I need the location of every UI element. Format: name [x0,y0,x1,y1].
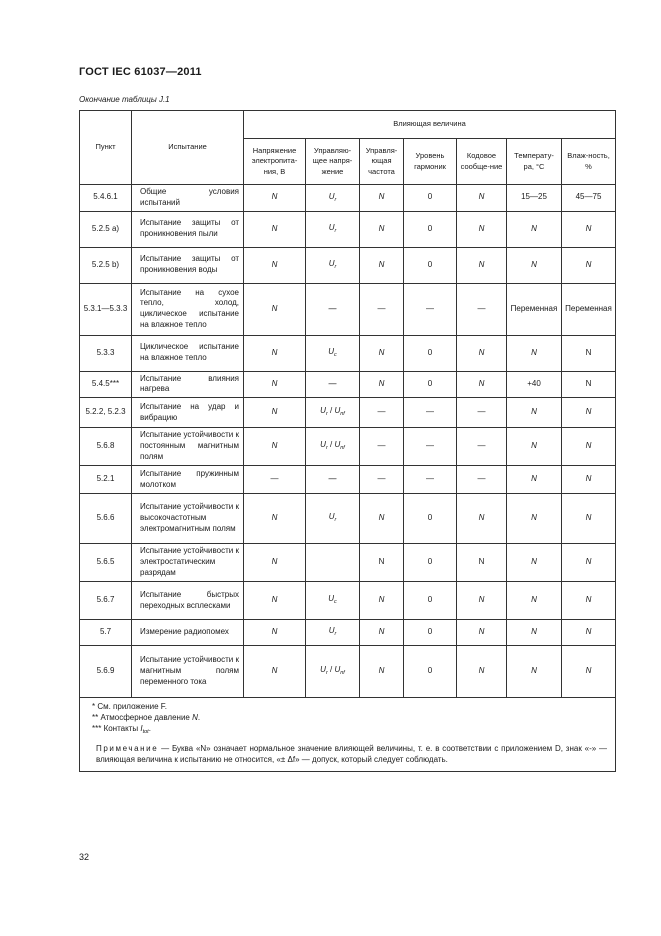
cell-point: 5.4.6.1 [80,185,132,212]
cell-humidity: N [562,582,616,620]
cell-harmonics: 0 [404,185,457,212]
cell-harmonics: — [404,283,457,335]
cell-humidity: N [562,620,616,646]
cell-control-frequency: N [360,582,404,620]
cell-test: Испытание устойчивости к магнитным полям переменного тока [132,646,244,698]
cell-code-message: N [457,494,507,544]
cell-test: Испытание защиты от проникновения пыли [132,211,244,247]
cell-control-voltage: $U_r$ [306,185,360,212]
cell-test: Испытание быстрых переходных всплесками [132,582,244,620]
cell-humidity: Переменная [562,283,616,335]
cell-temperature: N [507,494,562,544]
table-row [80,398,616,428]
cell-control-voltage [306,544,360,582]
cell-point: 5.2.2, 5.2.3 [80,398,132,428]
table-row [80,283,616,335]
cell-temperature: N [507,211,562,247]
footnote-2: ** Атмосферное давление N. [92,712,201,722]
cell-test: Испытание на удар и вибрацию [132,398,244,428]
cell-code-message: N [457,544,507,582]
sub-header-supply-voltage: Напряжение электропита-ния, В [244,139,306,185]
cell-control-frequency: N [360,211,404,247]
cell-supply-voltage: N [244,335,306,371]
sub-header-harmonics: Уровень гармоник [404,139,457,185]
cell-harmonics: 0 [404,544,457,582]
cell-point: 5.6.9 [80,646,132,698]
cell-code-message: — [457,466,507,494]
cell-point: 5.6.7 [80,582,132,620]
cell-harmonics: — [404,398,457,428]
table-caption: Окончание таблицы J.1 [79,95,170,104]
cell-control-voltage: — [306,371,360,398]
cell-point: 5.6.5 [80,544,132,582]
cell-code-message: — [457,428,507,466]
cell-harmonics: 0 [404,582,457,620]
cell-code-message: — [457,283,507,335]
cell-harmonics: — [404,466,457,494]
cell-control-frequency: N [360,185,404,212]
sub-header-control-frequency: Управля-ющая частота [360,139,404,185]
cell-control-voltage: $U_c$ [306,582,360,620]
sub-header-control-voltage: Управляю-щее напря-жение [306,139,360,185]
cell-point: 5.3.1—5.3.3 [80,283,132,335]
cell-temperature: N [507,582,562,620]
sub-header-humidity: Влаж-ность, % [562,139,616,185]
cell-code-message: N [457,620,507,646]
cell-humidity: N [562,544,616,582]
table-notes [80,698,616,772]
cell-test: Измерение радиопомех [132,620,244,646]
cell-test: Испытание влияния нагрева [132,371,244,398]
footnote-1: * См. приложение F. [92,702,168,712]
group-header-influence: Влияющая величина [244,111,616,139]
cell-supply-voltage: N [244,494,306,544]
table-row [80,335,616,371]
cell-supply-voltage: N [244,247,306,283]
col-header-point: Пункт [80,111,132,185]
cell-point: 5.6.8 [80,428,132,466]
cell-humidity: N [562,371,616,398]
cell-supply-voltage: N [244,398,306,428]
table-row [80,185,616,212]
cell-test: Общие условия испытаний [132,185,244,212]
cell-control-frequency: — [360,428,404,466]
cell-humidity: N [562,466,616,494]
cell-harmonics: 0 [404,211,457,247]
table-row [80,428,616,466]
table-row [80,620,616,646]
cell-control-voltage: $U_c$ [306,335,360,371]
cell-humidity: N [562,398,616,428]
cell-control-voltage: $U_r$ [306,247,360,283]
col-header-test: Испытание [132,111,244,185]
cell-control-voltage: $U_r / U_{nf}$ [306,398,360,428]
table-note: Примечание — Буква «N» означает нормальное значение влияющей величины, т. е. в соответствии с приложением D, знак «-» — влияющая величина к испытанию не относится, «± Δf» — допуск, который следует соблюдать. [96,744,608,764]
cell-temperature: N [507,620,562,646]
cell-temperature: 15—25 [507,185,562,212]
cell-control-frequency: N [360,646,404,698]
cell-code-message: N [457,335,507,371]
cell-control-frequency: N [360,620,404,646]
cell-control-frequency: N [360,371,404,398]
cell-code-message: N [457,371,507,398]
cell-harmonics: 0 [404,494,457,544]
table-row [80,247,616,283]
cell-harmonics: 0 [404,335,457,371]
cell-control-voltage: $U_r$ [306,211,360,247]
cell-supply-voltage: N [244,582,306,620]
cell-point: 5.2.1 [80,466,132,494]
cell-control-frequency: — [360,398,404,428]
table-row [80,494,616,544]
cell-control-voltage: $U_r / U_{nf}$ [306,428,360,466]
cell-test: Циклическое испытание на влажное тепло [132,335,244,371]
cell-humidity: N [562,211,616,247]
table-row [80,646,616,698]
cell-temperature: N [507,466,562,494]
table-row [80,466,616,494]
cell-test: Испытание пружинным молотком [132,466,244,494]
cell-control-frequency: — [360,283,404,335]
table-row [80,582,616,620]
cell-temperature: N [507,247,562,283]
cell-point: 5.3.3 [80,335,132,371]
table-row [80,544,616,582]
cell-point: 5.7 [80,620,132,646]
cell-control-frequency: N [360,494,404,544]
sub-header-code-message: Кодовое сообще-ние [457,139,507,185]
cell-test: Испытание защиты от проникновения воды [132,247,244,283]
cell-control-voltage: — [306,466,360,494]
cell-test: Испытание на сухое тепло, холод, циклическое испытание на влажное тепло [132,283,244,335]
cell-harmonics: 0 [404,620,457,646]
cell-temperature: N [507,544,562,582]
cell-code-message: N [457,211,507,247]
cell-harmonics: — [404,428,457,466]
cell-humidity: N [562,247,616,283]
cell-supply-voltage: N [244,185,306,212]
cell-supply-voltage: N [244,620,306,646]
table-body [80,185,616,698]
cell-code-message: N [457,185,507,212]
cell-supply-voltage: N [244,283,306,335]
cell-supply-voltage: N [244,428,306,466]
cell-temperature: N [507,646,562,698]
cell-control-voltage: — [306,283,360,335]
page-number: 32 [79,852,90,862]
footnote-3: *** Контакты $I_{tot}$. [92,723,151,735]
cell-harmonics: 0 [404,646,457,698]
cell-point: 5.4.5*** [80,371,132,398]
cell-test: Испытание устойчивости к электростатическим разрядам [132,544,244,582]
cell-supply-voltage: N [244,371,306,398]
cell-code-message: N [457,646,507,698]
cell-control-voltage: $U_r$ [306,494,360,544]
cell-code-message: — [457,398,507,428]
cell-control-frequency: — [360,466,404,494]
cell-test: Испытание устойчивости к постоянным магнитным полям [132,428,244,466]
cell-test: Испытание устойчивости к высокочастотным электромагнитным полям [132,494,244,544]
cell-code-message: N [457,582,507,620]
cell-point: 5.2.5 a) [80,211,132,247]
cell-point: 5.6.6 [80,494,132,544]
cell-supply-voltage: N [244,544,306,582]
cell-supply-voltage: — [244,466,306,494]
cell-humidity: N [562,646,616,698]
cell-control-voltage: $U_r$ [306,620,360,646]
cell-humidity: 45—75 [562,185,616,212]
cell-control-frequency: N [360,544,404,582]
cell-harmonics: 0 [404,371,457,398]
cell-temperature: +40 [507,371,562,398]
table-row [80,211,616,247]
cell-control-voltage: $U_r / U_{nf}$ [306,646,360,698]
cell-temperature: Переменная [507,283,562,335]
cell-control-frequency: N [360,247,404,283]
test-conditions-table [79,110,616,772]
cell-temperature: N [507,428,562,466]
cell-code-message: N [457,247,507,283]
cell-humidity: N [562,335,616,371]
cell-harmonics: 0 [404,247,457,283]
sub-header-temperature: Температу-ра, °С [507,139,562,185]
cell-control-frequency: N [360,335,404,371]
table-row [80,371,616,398]
cell-humidity: N [562,494,616,544]
cell-humidity: N [562,428,616,466]
cell-supply-voltage: N [244,211,306,247]
document-header: ГОСТ IEC 61037—2011 [79,66,202,78]
cell-point: 5.2.5 b) [80,247,132,283]
cell-temperature: N [507,335,562,371]
cell-supply-voltage: N [244,646,306,698]
cell-temperature: N [507,398,562,428]
